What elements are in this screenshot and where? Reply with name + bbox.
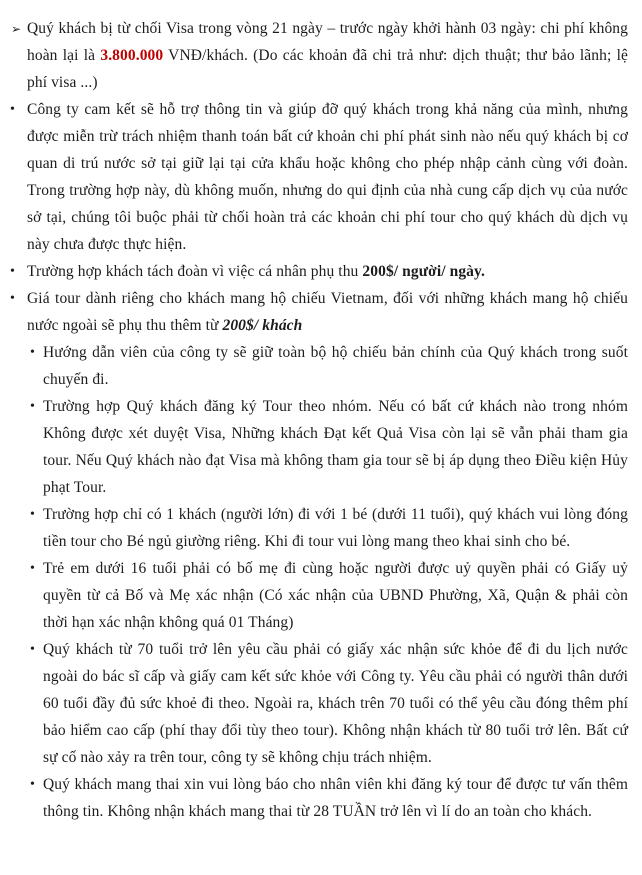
list-item [10,96,628,258]
list-item [10,555,628,636]
dot-bullet-icon: • [10,102,16,117]
arrow-bullet-icon: ➢ [11,22,22,36]
dot-bullet-icon: • [10,291,16,306]
list-item [10,636,628,771]
list-item [10,771,628,825]
list-item [10,339,628,393]
list-item-text: Hướng dẫn viên của công ty sẽ giữ toàn bộ hộ chiếu bản chính của Quý khách trong suốt chuyến đi. [43,344,628,388]
dot-bullet-icon: • [30,642,36,657]
list-item-text: Trường hợp khách tách đoàn vì việc cá nhân phụ thu 200$/ người/ ngày. [27,263,486,280]
document-body [10,15,628,825]
dot-bullet-icon: • [30,561,36,576]
dot-bullet-icon: • [30,507,36,522]
dot-bullet-icon: • [30,399,36,414]
list-item [10,285,628,339]
list-item-text: Công ty cam kết sẽ hỗ trợ thông tin và giúp đỡ quý khách trong khả năng của mình, nhưng được miễn trừ trách nhiệm thanh toán bất cứ khoản chi phí phát sinh nào nếu quý khách bị cơ quan di trú nước sở tại giữ lại tại cửa khẩu hoặc không cho phép nhập cảnh cùng với đoàn. Trong trường hợp này, dù không muốn, nhưng do qui định của nhà cung cấp dịch vụ của nước sở tại, chúng tôi buộc phải từ chối hoàn trả các khoản chi phí tour cho quý khách dù dịch vụ này chưa được thực hiện. [27,101,628,253]
list-item-text: Giá tour dành riêng cho khách mang hộ chiếu Vietnam, đối với những khách mang hộ chiếu nước ngoài sẽ phụ thu thêm từ 200$/ khách [27,290,628,334]
dot-bullet-icon: • [30,777,36,792]
list-item [10,258,628,285]
dot-bullet-icon: • [10,264,16,279]
list-item-text: Quý khách từ 70 tuổi trở lên yêu cầu phải có giấy xác nhận sức khỏe để đi du lịch nước ngoài do bác sĩ cấp và giấy cam kết sức khỏe với Công ty. Yêu cầu phải có người thân dưới 60 tuổi đầy đủ sức khoẻ đi theo. Ngoài ra, khách trên 70 tuổi có thể yêu cầu đóng thêm phí bảo hiểm cao cấp (phí thay đổi tùy theo tour). Không nhận khách từ 80 tuổi trở lên. Bất cứ sự cố nào xảy ra trên tour, công ty sẽ không chịu trách nhiệm. [43,641,628,766]
list-item-text: Quý khách bị từ chối Visa trong vòng 21 ngày – trước ngày khởi hành 03 ngày: chi phí không hoàn lại là 3.800.000 VNĐ/khách. (Do các khoản đã chi trả như: dịch thuật; thư bảo lãnh; lệ phí visa ...) [27,20,628,91]
list-item-text: Trường hợp chỉ có 1 khách (người lớn) đi với 1 bé (dưới 11 tuổi), quý khách vui lòng đóng tiền tour cho Bé ngủ giường riêng. Khi đi tour vui lòng mang theo khai sinh cho bé. [43,506,628,550]
list-item [10,15,628,96]
list-item-text: Quý khách mang thai xin vui lòng báo cho nhân viên khi đăng ký tour để được tư vấn thêm thông tin. Không nhận khách mang thai từ 28 TUẦN trở lên vì lí do an toàn cho khách. [43,776,628,820]
list-item [10,501,628,555]
dot-bullet-icon: • [30,345,36,360]
list-item-text: Trường hợp Quý khách đăng ký Tour theo nhóm. Nếu có bất cứ khách nào trong nhóm Không được xét duyệt Visa, Những khách Đạt kết Quả Visa còn lại sẽ vẫn phải tham gia tour. Nếu Quý khách nào đạt Visa mà không tham gia tour sẽ bị áp dụng theo Điều kiện Hủy phạt Tour. [43,398,628,496]
list-item-text: Trẻ em dưới 16 tuổi phải có bố mẹ đi cùng hoặc người được uỷ quyền phải có Giấy uỷ quyền từ cả Bố và Mẹ xác nhận (Có xác nhận của UBND Phường, Xã, Quận & phải còn thời hạn xác nhận không quá 01 Tháng) [43,560,628,631]
list-item [10,393,628,501]
